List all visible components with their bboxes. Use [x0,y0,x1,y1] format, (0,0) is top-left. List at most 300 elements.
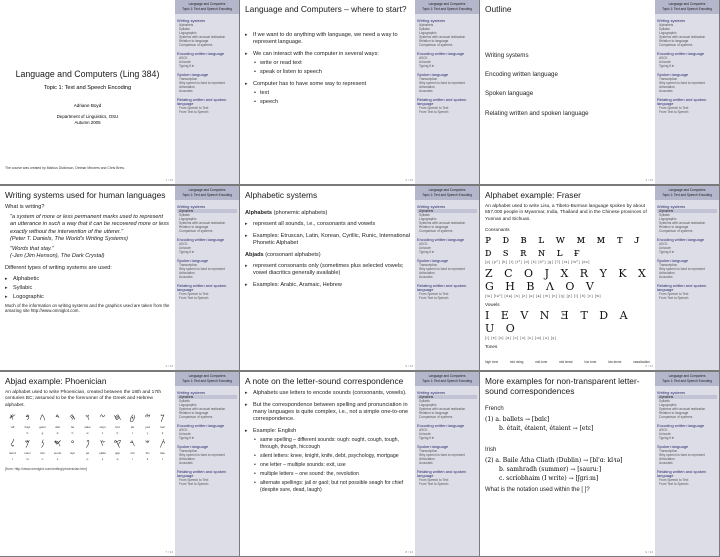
sidebar-section-head[interactable]: Relating written and spoken language [177,97,227,106]
sidebar-item[interactable]: Transcription [659,77,678,81]
sidebar-item[interactable]: From Text to Speech [419,110,449,114]
sidebar-section[interactable] [655,93,719,114]
slide-title: Writing systems used for human languages [5,190,166,200]
type-item: ▸ Alphabetic [5,276,170,283]
sidebar-section[interactable] [175,279,239,300]
sidebar-item[interactable]: Logographic [419,217,437,221]
sidebar-section[interactable] [415,465,479,486]
phoenician-name: ṭēt [130,425,135,430]
sidebar-item[interactable]: From Text to Speech [659,110,689,114]
sidebar-section[interactable] [415,386,479,419]
sidebar-item[interactable]: Articulation [659,271,675,275]
bullet [245,81,410,106]
sidebar-item[interactable]: Acoustics [419,275,433,279]
sidebar-item[interactable]: Alphabets [417,395,477,399]
sidebar-item[interactable]: From Speech to Text [659,292,689,296]
sidebar-section[interactable] [415,440,479,465]
sidebar-item[interactable]: From Text to Speech [659,482,689,486]
phoenician-glyph: 𐤇 [113,413,122,424]
sidebar-section[interactable] [415,68,479,93]
sidebar-item[interactable]: Why speech is hard to represent [179,267,225,271]
types-intro: Different types of writing systems are used: [5,265,112,272]
phoenician-translit: ʾ [12,431,13,436]
sidebar-item[interactable]: Transcription [419,263,438,267]
sidebar-item[interactable]: Typing it in [179,436,195,440]
sidebar-item[interactable]: Syllabic [419,399,430,403]
sidebar-section[interactable] [175,200,239,233]
phoenician-translit: q [116,457,119,462]
phoenician-name: wāw [84,425,91,430]
sidebar-item[interactable]: Syllabic [179,213,190,217]
sidebar-item[interactable]: Transcription [179,77,198,81]
sidebar-item[interactable]: Transcription [179,449,198,453]
sidebar-item[interactable]: Relation to language [659,39,689,43]
sidebar-item[interactable]: Logographic [179,403,197,407]
sidebar-section-head[interactable]: Writing systems [417,18,446,23]
phoenician-translit: w [86,431,89,436]
sidebar-item[interactable]: Comparison of systems [419,43,453,47]
sidebar-item[interactable]: From Speech to Text [419,292,449,296]
consonant-glyphs: Z C O J X R Y K X G H B Ʌ O V [485,267,650,294]
vowels-label: Vowels [485,302,500,308]
sidebar-section[interactable] [415,254,479,279]
sidebar-item[interactable]: Transcription [419,77,438,81]
bullet [245,51,410,76]
sidebar-item[interactable]: Alphabets [177,395,237,399]
sidebar-section[interactable] [655,47,719,68]
sidebar-item[interactable]: Acoustics [659,461,673,465]
sidebar-item[interactable]: Syllabic [179,27,190,31]
sidebar-section-head[interactable]: Encoding written language [657,423,705,428]
sidebar-section[interactable] [655,440,719,465]
phoenician-name: 'alf [10,425,15,430]
sidebar-item[interactable]: Relation to language [659,411,689,415]
sidebar-section[interactable] [655,233,719,254]
sidebar-item[interactable]: ASCII [659,428,668,432]
vowel-glyphs: I E V N Ǝ T D A U O [485,308,632,335]
sidebar-item[interactable]: ASCII [419,242,428,246]
sidebar-section-head[interactable]: Relating written and spoken language [177,469,227,478]
sub-bullet: • speech [253,99,410,106]
sidebar-section-head[interactable]: Writing systems [177,390,206,395]
sidebar-item[interactable]: Alphabets [657,395,717,399]
sidebar-item[interactable]: Systems with unusual realization [659,221,706,225]
sidebar-item[interactable]: Comparison of systems [179,229,213,233]
sidebar-item[interactable]: Unicode [419,432,431,436]
slide-main [240,372,415,556]
sidebar-section[interactable] [655,386,719,419]
sidebar-section-head[interactable]: Relating written and spoken language [657,97,707,106]
phoenician-translit: r [132,457,133,462]
source: [from: http://www.omniglot.com/writing/phoenician.htm] [5,467,87,472]
sidebar-section[interactable] [175,254,239,279]
sidebar-section[interactable] [175,47,239,68]
sidebar-item[interactable]: From Speech to Text [179,106,209,110]
phoenician-glyph: 𐤓 [129,439,136,450]
sidebar-item[interactable]: Articulation [179,85,195,89]
sidebar-item[interactable]: Syllabic [659,399,670,403]
bullet: ▸ Alphabets use letters to encode sounds (consonants, vowels). [245,390,410,397]
page-number: 2 / 34 [405,178,413,182]
phoenician-glyph: 𐤎 [53,439,62,450]
sidebar-item[interactable]: From Speech to Text [179,292,209,296]
sidebar-section-head[interactable]: Spoken language [177,444,209,449]
sidebar-item[interactable]: Systems with unusual realization [659,407,706,411]
consonant-glyphs: ᴘ ᴅ ʙ ʟ ᴡ ᴍ ᴍ ᴛ ᴊ ᴅ s ʀ ɴ ʟ ғ [485,233,644,260]
phoenician-glyph: 𐤆 [99,413,106,424]
sidebar-title: Language and Computers Topic 1: Text and Speech Encoding [175,372,239,386]
sidebar-item[interactable]: Systems with unusual realization [419,221,466,225]
sidebar-section-head[interactable]: Relating written and spoken language [177,283,227,292]
sidebar-section-head[interactable]: Spoken language [657,72,689,77]
sidebar-section[interactable] [655,419,719,440]
sidebar-item[interactable]: Systems with unusual realization [419,407,466,411]
sidebar-section-head[interactable]: Encoding written language [417,423,465,428]
citation: (Peter T. Daniels, The World's Writing Systems) [10,235,129,242]
sidebar-item[interactable]: From Text to Speech [179,296,209,300]
citation: (-Jen (Jim Henson), The Dark Crystal) [10,253,105,260]
slide-main [240,0,415,184]
slide-title: A note on the letter-sound correspondence [245,376,404,386]
sidebar-section[interactable] [415,279,479,300]
sidebar-item[interactable]: Typing it in [419,436,435,440]
sidebar-item[interactable]: ASCII [659,242,668,246]
phoenician-name: ḥēt [115,425,120,430]
sidebar-item[interactable]: Alphabets [659,23,674,27]
sidebar-item[interactable]: Articulation [659,457,675,461]
sidebar-section-head[interactable]: Spoken language [417,72,449,77]
sidebar-item[interactable]: Alphabets [419,23,434,27]
sidebar-item[interactable]: Transcription [419,449,438,453]
sidebar-item[interactable]: ASCII [179,56,188,60]
sidebar-item[interactable]: Articulation [659,85,675,89]
phoenician-translit: k [161,431,164,436]
intro: An alphabet used to write Phoenician, created between the 18th and 17th centuries BC; assumed to be the forerunner of the Greek and Hebrew alphabet. [5,390,162,408]
sidebar-item[interactable]: Why speech is hard to represent [419,453,465,457]
example: (2) a. Baile Átha Cliath (Dublin) → [bl'ɑː klʲɪə] [485,457,623,465]
sidebar-item[interactable]: Acoustics [179,461,193,465]
sidebar-item[interactable]: Unicode [179,246,191,250]
sidebar-item[interactable]: Logographic [419,31,437,35]
sidebar-item[interactable]: Relation to language [659,225,689,229]
phoenician-glyph: 𐤌 [25,439,30,450]
sidebar-section[interactable] [655,14,719,47]
sidebar-item[interactable]: Comparison of systems [659,229,693,233]
vowel-transcriptions: [i] [e] [ɛ] [a] [ɔ] [o] [u] [ɯ] [ə] [y] [485,335,557,340]
phoenician-name: pē [85,451,90,456]
sidebar-section-head[interactable]: Relating written and spoken language [417,283,467,292]
sidebar-item[interactable]: From Text to Speech [419,296,449,300]
sidebar-item[interactable]: Articulation [419,85,435,89]
sidebar-section-head[interactable]: Spoken language [417,258,449,263]
example: b. était, étaient, étaient → [etɛ] [499,425,594,433]
sidebar-item[interactable]: Acoustics [659,89,673,93]
sidebar [415,0,479,184]
sidebar-item[interactable]: Alphabets [179,23,194,27]
page-number: 4 / 34 [165,364,173,368]
sidebar-section[interactable] [175,386,239,419]
intro: An alphabet used to write Lisu, a Tibeto-Burman language spoken by about 657,000 people in Myanmar, India, Thailand and in the Chinese provinces of Yunnan and Sichuan. [485,204,647,222]
sidebar-section[interactable] [175,440,239,465]
sidebar-section-head[interactable]: Writing systems [417,390,446,395]
phoenician-translit: m [26,457,29,462]
sidebar-item[interactable]: ASCII [419,428,428,432]
sidebar-section-head[interactable]: Encoding written language [657,51,705,56]
phoenician-name: nūn [39,451,45,456]
sidebar-section-head[interactable]: Writing systems [417,204,446,209]
sidebar-item[interactable]: From Speech to Text [419,106,449,110]
phoenician-glyph: 𐤉 [144,413,151,424]
slide-6 [480,186,719,370]
sidebar-item[interactable]: Relation to language [419,411,449,415]
sidebar-item[interactable]: Syllabic [419,27,430,31]
bullet: ▸ represent consonants only (sometimes plus selected vowels; vowel diacritics generally available) [245,263,410,277]
sidebar-item[interactable]: Systems with unusual realization [179,407,226,411]
sidebar-section-head[interactable]: Spoken language [657,258,689,263]
sidebar [175,0,239,184]
sidebar-item[interactable]: Systems with unusual realization [419,35,466,39]
sidebar-section-head[interactable]: Writing systems [177,18,206,23]
sidebar-item[interactable]: Syllabic [659,27,670,31]
phoenician-name: lamd [9,451,16,456]
sidebar-section[interactable] [655,254,719,279]
sidebar-item[interactable]: Why speech is hard to represent [179,81,225,85]
sidebar-item[interactable]: Typing it in [659,436,675,440]
phoenician-glyph: 𐤀 [9,413,16,424]
tone: mid rising [509,359,524,364]
sidebar-item[interactable]: Systems with unusual realization [179,35,226,39]
sidebar-item[interactable]: Typing it in [419,64,435,68]
sidebar-item[interactable]: Relation to language [419,225,449,229]
phoenician-translit: š [146,457,149,462]
sidebar-item[interactable]: Acoustics [659,275,673,279]
sidebar-item[interactable]: Comparison of systems [179,43,213,47]
page-number: 8 / 34 [405,550,413,554]
bullet [245,32,410,46]
sidebar-item[interactable]: From Speech to Text [659,478,689,482]
sidebar-section[interactable] [175,233,239,254]
sidebar-section-head[interactable]: Encoding written language [177,51,225,56]
sidebar-item[interactable]: Unicode [419,246,431,250]
sidebar-item[interactable]: Why speech is hard to represent [419,267,465,271]
sidebar-section-head[interactable]: Writing systems [177,204,206,209]
sidebar-section[interactable] [175,14,239,47]
french-head: French [485,406,504,412]
phoenician-glyph: 𐤔 [145,439,150,450]
sidebar-item[interactable]: ASCII [179,428,188,432]
outline-item[interactable]: Writing systems [485,52,529,59]
type-item: ▸ Logographic [5,294,170,301]
sidebar-item[interactable]: From Text to Speech [659,296,689,300]
sidebar-section-head[interactable]: Encoding written language [417,237,465,242]
sidebar-item[interactable]: Syllabic [419,213,430,217]
irish-head: Irish [485,447,497,454]
sidebar-item[interactable]: Relation to language [179,39,209,43]
sidebar-item[interactable]: Comparison of systems [419,415,453,419]
phoenician-translit: s [56,457,59,462]
sub-bullet: • speak or listen to speech [253,69,410,76]
phoenician-name: kaf [160,425,165,430]
outline-item[interactable]: Spoken language [485,90,534,98]
sidebar-item[interactable]: From Text to Speech [179,482,209,486]
sidebar-item[interactable]: Articulation [419,457,435,461]
sidebar-item[interactable]: Why speech is hard to represent [659,267,705,271]
bullet: ▸ But the correspondence between spelling and pronunciation in many languages is quite complex, i.e., not a simple one-to-one correspondence. [245,402,410,423]
outline-item[interactable]: Encoding written language [485,71,558,79]
sidebar-section-head[interactable]: Spoken language [657,444,689,449]
sidebar-section[interactable] [415,419,479,440]
sidebar-item[interactable]: Transcription [179,263,198,267]
sidebar-section[interactable] [415,233,479,254]
sidebar-item[interactable]: Relation to language [419,39,449,43]
sidebar-item[interactable]: Logographic [179,31,197,35]
tone: nasalization [633,359,650,364]
slide-7 [0,372,239,556]
sidebar-section[interactable] [175,93,239,114]
sidebar-item[interactable]: Unicode [179,60,191,64]
sidebar-section[interactable] [175,419,239,440]
consonant-transcriptions: [tɕ] [tɕʰ] [dʑ] [s] [z] [ɕ] [ʑ] [m] [n] [ŋ] [ɲ] [l] [h] [x] [w] [485,294,602,299]
sidebar-section-head[interactable]: Encoding written language [177,237,225,242]
sidebar-section[interactable] [655,465,719,486]
sidebar-section-head[interactable]: Spoken language [177,72,209,77]
sidebar-item[interactable]: Logographic [659,217,677,221]
page-number: 9 / 34 [645,550,653,554]
sidebar-item[interactable]: Alphabets [657,209,717,213]
sidebar-section[interactable] [655,200,719,233]
outline-item[interactable]: Relating written and spoken language [485,109,589,117]
sub-bullet: • multiple letters – one sound: the, revolution [253,471,410,478]
sidebar-item[interactable]: From Text to Speech [419,482,449,486]
sidebar-item[interactable]: From Text to Speech [179,110,209,114]
sidebar-section[interactable] [655,279,719,300]
sidebar-item[interactable]: Typing it in [659,250,675,254]
sidebar-item[interactable]: Acoustics [179,89,193,93]
sidebar-item[interactable]: Comparison of systems [419,229,453,233]
sidebar-item[interactable]: From Speech to Text [179,478,209,482]
sidebar-section-head[interactable]: Spoken language [417,444,449,449]
sidebar-item[interactable]: Typing it in [179,64,195,68]
page-number: 7 / 34 [165,550,173,554]
sidebar-item[interactable]: Acoustics [419,89,433,93]
sidebar-item[interactable]: Articulation [179,457,195,461]
sidebar-item[interactable]: Syllabic [659,213,670,217]
sidebar-item[interactable]: From Speech to Text [419,478,449,482]
sidebar-section-head[interactable]: Writing systems [657,18,686,23]
sidebar-section-head[interactable]: Encoding written language [417,51,465,56]
sidebar-item[interactable]: Unicode [419,60,431,64]
alphabets-head: Alphabets [245,210,273,216]
sidebar-item[interactable]: Unicode [659,246,671,250]
sidebar-item[interactable]: Systems with unusual realization [659,35,706,39]
sidebar-section-head[interactable]: Relating written and spoken language [417,469,467,478]
sidebar-item[interactable]: Why speech is hard to represent [659,81,705,85]
sidebar-section-head[interactable]: Relating written and spoken language [417,97,467,106]
abjads-desc: (consonant alphabets) [265,252,321,259]
sidebar-item[interactable]: Articulation [419,271,435,275]
sidebar-section[interactable] [175,465,239,486]
sidebar-item[interactable]: Acoustics [179,275,193,279]
sidebar-item[interactable]: Why speech is hard to represent [419,81,465,85]
sidebar-item[interactable]: ASCII [179,242,188,246]
sidebar-item[interactable]: Logographic [659,31,677,35]
sidebar-section[interactable] [415,93,479,114]
sidebar-item[interactable]: Transcription [659,449,678,453]
sidebar-item[interactable]: Logographic [179,217,197,221]
slide-8 [240,372,479,556]
sidebar-section[interactable] [415,14,479,47]
sidebar-item[interactable]: Comparison of systems [179,415,213,419]
sidebar-section[interactable] [655,68,719,93]
sidebar-section[interactable] [415,47,479,68]
sidebar-item[interactable]: From Speech to Text [659,106,689,110]
sidebar-item[interactable]: ASCII [419,56,428,60]
bullet: ▸ Examples: Arabic, Aramaic, Hebrew [245,282,410,289]
sidebar-item[interactable]: ASCII [659,56,668,60]
slide-3 [480,0,719,184]
slide-title: Alphabetic systems [245,190,318,200]
sidebar-item[interactable]: Acoustics [419,461,433,465]
sidebar-item[interactable]: Unicode [179,432,191,436]
sidebar-section-head[interactable]: Writing systems [657,390,686,395]
sidebar-section-head[interactable]: Relating written and spoken language [657,283,707,292]
sidebar-section-head[interactable]: Writing systems [657,204,686,209]
sidebar-item[interactable]: Why speech is hard to represent [659,453,705,457]
phoenician-translit: ṣ [101,457,104,462]
phoenician-table [5,413,170,461]
sidebar-item[interactable]: Relation to language [179,411,209,415]
sidebar-title: Language and Computers Topic 1: Text and Speech Encoding [655,186,719,200]
sidebar-item[interactable]: Comparison of systems [659,43,693,47]
sidebar-section[interactable] [175,68,239,93]
slide-title: Abjad example: Phoenician [5,376,107,386]
footnote: The course was created by Markus Dickinson, Detmar Meurers and Chris Brew. [5,166,125,170]
sidebar-item[interactable]: Unicode [659,60,671,64]
sidebar-item[interactable]: Transcription [659,263,678,267]
sidebar-title: Language and Computers Topic 1: Text and Speech Encoding [415,372,479,386]
sidebar-item[interactable]: Typing it in [419,250,435,254]
phoenician-name: semk [53,451,62,456]
author: Adriane Boyd [73,103,102,108]
phoenician-glyph: 𐤐 [85,439,90,450]
sidebar-item[interactable]: Articulation [179,271,195,275]
sidebar-section-head[interactable]: Encoding written language [657,237,705,242]
page-number: 5 / 34 [405,364,413,368]
example: c. scríobhaim (I write) → [ʃgriːm] [499,475,599,483]
sidebar-item[interactable]: Typing it in [659,64,675,68]
sidebar-item[interactable]: Logographic [419,403,437,407]
phoenician-glyph: 𐤂 [39,413,46,424]
phoenician-glyph: 𐤑 [99,439,106,450]
sidebar-item[interactable]: Logographic [659,403,677,407]
sidebar [655,186,719,370]
sidebar-item[interactable]: Unicode [659,432,671,436]
course-subtitle: Topic 1: Text and Speech Encoding [43,85,132,91]
sidebar-section-head[interactable]: Encoding written language [177,423,225,428]
sidebar-item[interactable]: Alphabets [417,209,477,213]
sidebar-section-head[interactable]: Spoken language [177,258,209,263]
sidebar-item[interactable]: Syllabic [179,399,190,403]
phoenician-glyph: 𐤍 [40,439,45,450]
sidebar-item[interactable]: Why speech is hard to represent [179,453,225,457]
sidebar-item[interactable]: Systems with unusual realization [179,221,226,225]
sidebar-item[interactable]: Comparison of systems [659,415,693,419]
sidebar-item[interactable]: Relation to language [179,225,209,229]
sidebar-item[interactable]: Alphabets [177,209,237,213]
sidebar-item[interactable]: Typing it in [179,250,195,254]
sidebar-section[interactable] [415,200,479,233]
sidebar-section-head[interactable]: Relating written and spoken language [657,469,707,478]
